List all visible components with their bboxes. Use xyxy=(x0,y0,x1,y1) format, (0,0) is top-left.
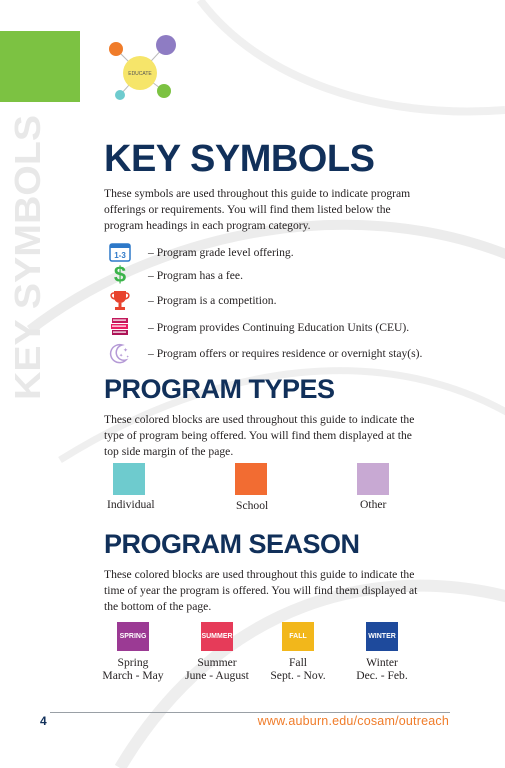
sidebar-vertical-title xyxy=(8,110,48,410)
trophy-icon xyxy=(104,289,136,311)
sidebar-title-text: KEY SYMBOLS xyxy=(8,138,48,400)
logo-center-label: EDUCATE xyxy=(128,71,152,77)
program-types-intro: These colored blocks are used throughout this guide to indicate the type of program being offered. You will find them displayed at the top side margin of the page. xyxy=(104,413,415,458)
type-swatch-individual xyxy=(113,463,145,495)
symbol-label-ceu: – Program provides Continuing Education Units (CEU). xyxy=(148,320,410,334)
svg-text:✦: ✦ xyxy=(126,354,130,359)
symbol-label-fee: – Program has a fee. xyxy=(148,268,243,282)
calendar-grade-icon xyxy=(104,241,136,263)
symbol-row-overnight xyxy=(104,342,422,364)
symbol-label-grade: – Program grade level offering. xyxy=(148,245,294,259)
educate-logo xyxy=(102,33,182,103)
type-swatch-school xyxy=(235,463,267,495)
type-swatch-other xyxy=(357,463,389,495)
svg-text:✦: ✦ xyxy=(119,353,124,359)
program-season-intro: These colored blocks are used throughout this guide to indicate the time of year the program is offered. You will find them displayed at the bottom of the page. xyxy=(104,568,418,613)
program-season-heading: PROGRAM SEASON xyxy=(104,529,360,559)
season-swatch-summer: SUMMER xyxy=(201,622,233,651)
season-range-summer: June - August xyxy=(185,669,249,682)
symbol-label-overnight: – Program offers or requires residence or overnight stay(s). xyxy=(148,346,423,360)
type-label-school: School xyxy=(236,499,269,512)
key-symbols-heading: KEY SYMBOLS xyxy=(104,138,375,180)
season-range-spring: March - May xyxy=(102,669,164,682)
symbol-row-competition xyxy=(104,289,276,311)
season-name-summer: Summer xyxy=(197,656,237,669)
key-symbols-intro: These symbols are used throughout this guide to indicate program offerings or requirements. You will find them listed below the program headings in each program category. xyxy=(104,187,411,232)
svg-text:✦: ✦ xyxy=(123,347,129,354)
svg-text:1-3: 1-3 xyxy=(114,251,126,260)
season-name-winter: Winter xyxy=(366,656,398,669)
type-label-individual: Individual xyxy=(107,498,155,511)
footer-url-link[interactable]: www.auburn.edu/cosam/outreach xyxy=(257,714,449,728)
season-swatch-fall: FALL xyxy=(282,622,314,651)
season-swatch-spring: SPRING xyxy=(117,622,149,651)
sidebar-green-block xyxy=(0,31,80,102)
symbol-label-competition: – Program is a competition. xyxy=(148,293,277,307)
season-name-fall: Fall xyxy=(288,656,308,669)
moon-stars-icon xyxy=(104,342,136,364)
dollar-icon: $ xyxy=(113,262,127,287)
season-range-fall: Sept. - Nov. xyxy=(270,669,326,682)
footer-divider xyxy=(50,712,450,713)
symbol-row-fee xyxy=(104,264,243,286)
season-name-spring: Spring xyxy=(117,656,149,669)
program-types-heading: PROGRAM TYPES xyxy=(104,374,335,404)
books-icon xyxy=(104,316,136,338)
page-number: 4 xyxy=(40,714,47,728)
symbol-row-ceu xyxy=(104,316,409,338)
symbol-row-grade xyxy=(104,241,294,263)
type-label-other: Other xyxy=(360,498,387,511)
season-swatch-winter: WINTER xyxy=(366,622,398,651)
season-range-winter: Dec. - Feb. xyxy=(356,669,408,682)
